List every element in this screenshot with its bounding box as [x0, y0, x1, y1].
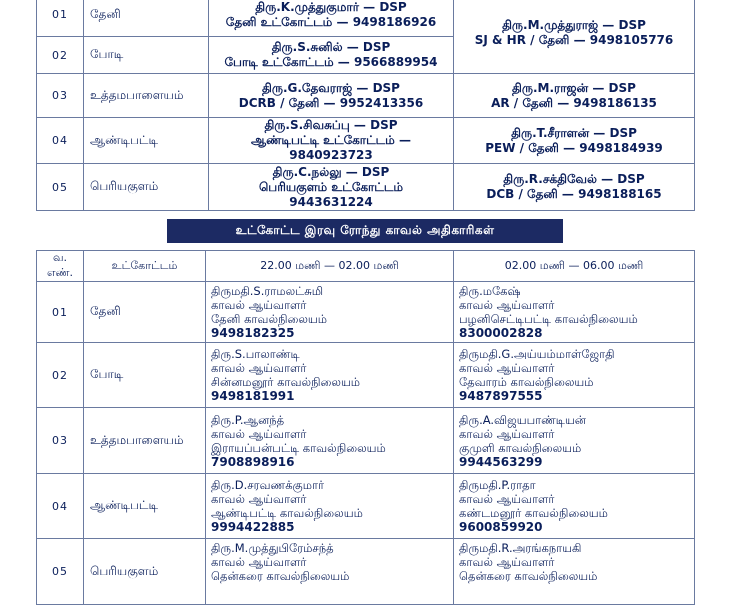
sdo-cell: [209, 74, 454, 118]
officer-name: திருமதி.S.ராமலட்சுமி: [211, 284, 324, 298]
officer-cell: [206, 408, 454, 474]
officer-station: பழனிசெட்டிபட்டி காவல்நிலையம்: [459, 312, 638, 326]
column-header-subdivision: உட்கோட்டம்: [84, 251, 206, 282]
subdivision-name: தேனி: [84, 282, 206, 343]
subdivision-name: உத்தமபாளையம்: [84, 74, 209, 118]
row-number: 02: [37, 343, 84, 408]
officer-cell: [454, 74, 695, 118]
officer-name: திரு.மகேஷ்: [459, 284, 521, 298]
officer-cell: [206, 282, 454, 343]
table-row: [37, 118, 695, 164]
officer-office: பெரியகுளம் உட்கோட்டம்: [258, 179, 404, 194]
officer-cell: [206, 539, 454, 605]
phone-number: 9498181991: [211, 389, 295, 403]
officer-office: DCRB / தேனி — 9952413356: [238, 95, 424, 110]
officer-cell: [454, 343, 695, 408]
table-row: [37, 282, 695, 343]
officer-name: திரு.D.சரவணக்குமார்: [211, 478, 324, 492]
officer-unit: DCB / தேனி — 9498188165: [486, 187, 662, 201]
phone-number: 9498186926: [352, 14, 437, 29]
table-row: [37, 343, 695, 408]
officer-cell: [454, 164, 695, 211]
phone-number: 9944563299: [459, 454, 543, 469]
officer-station: தேனி காவல்நிலையம்: [211, 312, 328, 326]
officer-rank: காவல் ஆய்வாளர்: [211, 555, 307, 569]
row-number: 01: [37, 0, 84, 37]
officer-name: திரு.T.சீராளன் — DSP: [511, 125, 637, 140]
officer-name: திரு.M.முத்துராஜ் — DSP: [502, 18, 646, 32]
row-number: 01: [37, 282, 84, 343]
sdo-cell: [209, 37, 454, 74]
officer-cell: [454, 118, 695, 164]
officer-name: திரு.M.முத்துபிரேம்சந்த்: [211, 541, 334, 555]
officer-rank: காவல் ஆய்வாளர்: [459, 298, 555, 312]
table-row: [37, 408, 695, 474]
officer-office: தேனி உட்கோட்டம் — 9498186926: [225, 14, 437, 29]
officer-station: தென்கரை காவல்நிலையம்: [459, 569, 598, 583]
officer-rank: காவல் ஆய்வாளர்: [211, 298, 307, 312]
officer-cell: [454, 408, 695, 474]
table-row: [37, 474, 695, 539]
phone-number: 9840923723: [289, 148, 373, 162]
row-number: 04: [37, 118, 84, 164]
row-number: 05: [37, 539, 84, 605]
column-header-shift-1: 22.00 மணி — 02.00 மணி: [206, 251, 454, 282]
phone-number: 9498184939: [579, 140, 663, 155]
subdivision-name: போடி: [84, 343, 206, 408]
officer-rank: காவல் ஆய்வாளர்: [459, 361, 555, 375]
phone-number: 9952413356: [339, 95, 424, 110]
table-row: [37, 539, 695, 605]
officer-rank: காவல் ஆய்வாளர்: [211, 426, 307, 441]
subdivision-name: உத்தமபாளையம்: [84, 408, 206, 474]
dsp-contact-table: [36, 0, 695, 211]
officer-name: திரு.S.பாலாண்டி: [211, 347, 300, 361]
officer-rank: காவல் ஆய்வாளர்: [459, 492, 555, 506]
officer-name: திரு.R.சக்திவேல் — DSP: [503, 172, 645, 186]
phone-number: 8300002828: [459, 326, 543, 340]
phone-number: 9994422885: [211, 520, 295, 534]
officer-name: திரு.G.தேவராஜ் — DSP: [262, 80, 400, 95]
subdivision-name: பெரியகுளம்: [84, 539, 206, 605]
officer-cell: [206, 474, 454, 539]
subdivision-name: தேனி: [84, 0, 209, 37]
row-number: 02: [37, 37, 84, 74]
officer-office: ஆண்டிபட்டி உட்கோட்டம் —: [250, 133, 412, 147]
night-patrol-table: [36, 250, 695, 605]
officer-rank: காவல் ஆய்வாளர்: [459, 555, 555, 569]
officer-name: திரு.A.விஜயபாண்டியன்: [459, 412, 586, 427]
officer-rank: காவல் ஆய்வாளர்: [459, 426, 555, 441]
officer-name: திருமதி.G.அய்யம்மாள்ஜோதி: [459, 347, 615, 361]
phone-number: 9487897555: [459, 389, 543, 403]
table-header-row: [37, 251, 695, 282]
row-number: 03: [37, 408, 84, 474]
officer-cell: [454, 474, 695, 539]
subdivision-name: ஆண்டிபட்டி: [84, 474, 206, 539]
phone-number: 9498182325: [211, 326, 295, 340]
officer-station: தென்கரை காவல்நிலையம்: [211, 569, 350, 583]
officer-cell: [454, 0, 695, 74]
sdo-cell: [209, 118, 454, 164]
phone-number: 9498105776: [589, 33, 674, 47]
officer-name: திருமதி.R.அரங்கநாயகி: [459, 541, 582, 555]
table-row: [37, 0, 695, 37]
officer-name: திரு.M.ராஜன் — DSP: [512, 80, 636, 95]
officer-station: இராயப்பன்பட்டி காவல்நிலையம்: [211, 440, 386, 455]
phone-number: 7908898916: [211, 454, 295, 469]
phone-number: 9600859920: [459, 520, 543, 534]
phone-number: 9498186135: [573, 95, 657, 110]
subdivision-name: பெரியகுளம்: [84, 164, 209, 211]
phone-number: 9566889954: [353, 55, 438, 69]
subdivision-name: போடி: [84, 37, 209, 74]
table-row: [37, 74, 695, 118]
officer-unit: AR / தேனி — 9498186135: [491, 95, 657, 110]
officer-station: ஆண்டிபட்டி காவல்நிலையம்: [211, 506, 363, 520]
officer-name: திரு.S.சிவசுப்பு — DSP: [264, 118, 398, 132]
officer-unit: PEW / தேனி — 9498184939: [485, 140, 663, 155]
officer-station: குமுளி காவல்நிலையம்: [459, 440, 582, 455]
row-number: 04: [37, 474, 84, 539]
officer-station: சின்னமனூர் காவல்நிலையம்: [211, 375, 361, 389]
officer-cell: [206, 343, 454, 408]
phone-number: 9498188165: [578, 187, 662, 201]
officer-name: திருமதி.P.ராதா: [459, 478, 536, 492]
officer-station: கண்டமனூர் காவல்நிலையம்: [459, 506, 608, 520]
officer-name: திரு.P.ஆனந்த்: [211, 412, 285, 427]
sdo-cell: [209, 0, 454, 37]
officer-rank: காவல் ஆய்வாளர்: [211, 361, 307, 375]
officer-office: போடி உட்கோட்டம் — 9566889954: [224, 55, 438, 69]
sdo-cell: [209, 164, 454, 211]
officer-unit: SJ & HR / தேனி — 9498105776: [474, 33, 674, 47]
officer-name: திரு.S.சுனில் — DSP: [271, 40, 391, 54]
column-header-shift-2: 02.00 மணி — 06.00 மணி: [454, 251, 695, 282]
officer-name: திரு.K.முத்துகுமார் — DSP: [255, 0, 407, 14]
phone-number: 9443631224: [289, 194, 373, 209]
row-number: 05: [37, 164, 84, 211]
officer-station: தேவாரம் காவல்நிலையம்: [459, 375, 594, 389]
column-header-number: வ. எண்.: [37, 251, 84, 282]
officer-cell: [454, 539, 695, 605]
officer-cell: [454, 282, 695, 343]
table-row: [37, 164, 695, 211]
officer-rank: காவல் ஆய்வாளர்: [211, 492, 307, 506]
subdivision-name: ஆண்டிபட்டி: [84, 118, 209, 164]
officer-name: திரு.C.நல்லு — DSP: [272, 164, 390, 179]
section-banner: உட்கோட்ட இரவு ரோந்து காவல் அதிகாரிகள்: [167, 219, 563, 243]
row-number: 03: [37, 74, 84, 118]
